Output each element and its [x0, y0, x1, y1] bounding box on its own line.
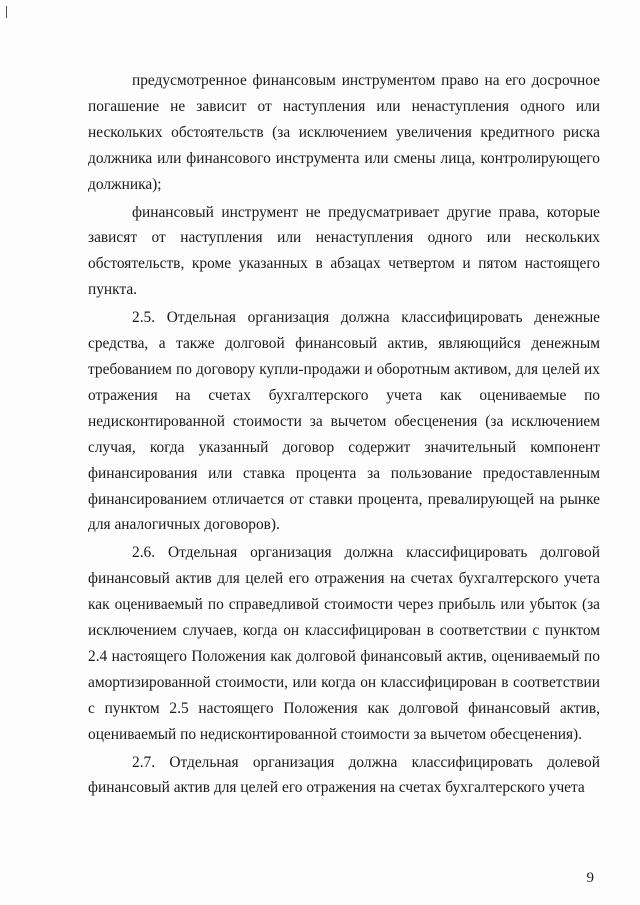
paragraph-2-6: 2.6. Отдельная организация должна классифицировать долговой финансовый актив для целей его отражения на счетах бухгалтерского учета как оцениваемый по справедливой стоимости через прибыль или убыток (за исключением случаев, когда он классифицирован в соответствии с пунктом 2.4 настоящего Положения как долговой финансовый актив, оцениваемый по амортизированной стоимости, или когда он классифицирован в соответствии с пунктом 2.5 настоящего Положения как долговой финансовый актив, оцениваемый по недисконтированной стоимости за вычетом обесценения).	[88, 544, 600, 743]
scan-mark	[6, 6, 7, 18]
paragraph-1: предусмотренное финансовым инструментом право на его досрочное погашение не зависит от наступления или ненаступления одного или нескольких обстоятельств (за исключением увеличения кредитного риска должника или финансового инструмента или смены лица, контролирующего должника);	[88, 72, 600, 193]
paragraph-2-5: 2.5. Отдельная организация должна классифицировать денежные средства, а также долговой финансовый актив, являющийся денежным требованием по договору купли-продажи и оборотным активом, для целей их отражения на счетах бухгалтерского учета как оцениваемые по недисконтированной стоимости за вычетом обесценения (за исключением случая, когда указанный договор содержит значительный компонент финансирования или ставка процента за пользование предоставленным финансированием отличается от ставки процента, превалирующей на рынке для аналогичных договоров).	[88, 309, 600, 534]
body-text	[88, 68, 600, 801]
paragraph-2-7: 2.7. Отдельная организация должна классифицировать долевой финансовый актив для целей его отражения на счетах бухгалтерского учета	[88, 753, 600, 797]
paragraph-2: финансовый инструмент не предусматривает другие права, которые зависят от наступления или ненаступления одного или нескольких обстоятельств, кроме указанных в абзацах четвертом и пятом настоящего пункта.	[88, 203, 600, 299]
page-number: 9	[586, 870, 594, 886]
